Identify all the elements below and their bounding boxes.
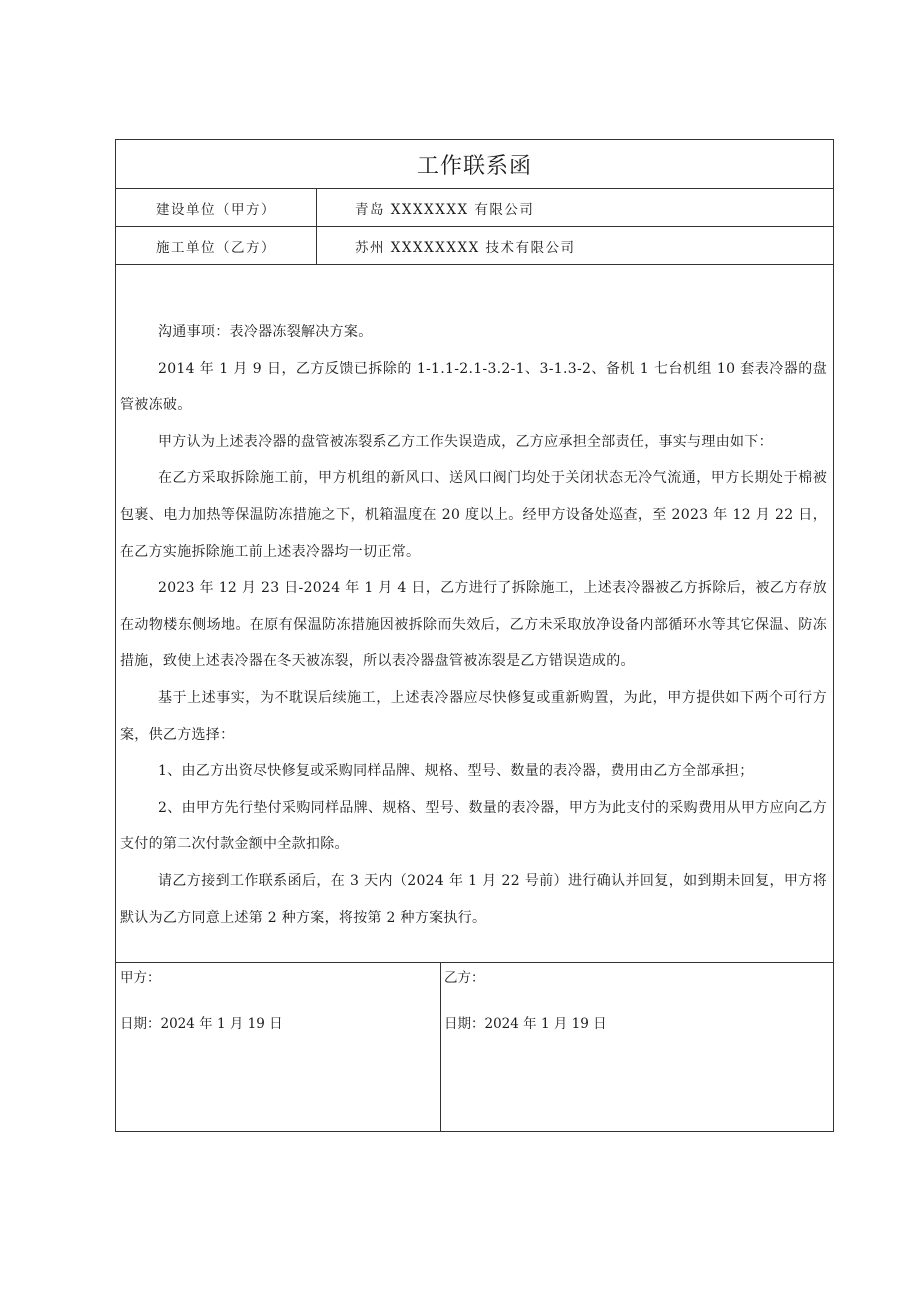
- document-title: 工作联系函: [116, 140, 833, 189]
- owner-row: [116, 189, 833, 227]
- contractor-row: [116, 227, 833, 265]
- contact-letter-form: [115, 139, 834, 1132]
- paragraph: 2014 年 1 月 9 日，乙方反馈已拆除的 1-1.1-2.1-3.2-1、3-1.3-2、备机 1 七台机组 10 套表冷器的盘管被冻破。: [120, 360, 827, 414]
- paragraph: 2023 年 12 月 23 日-2024 年 1 月 4 日，乙方进行了拆除施工，上述表冷器被乙方拆除后，被乙方存放在动物楼东侧场地。在原有保温防冻措施因被拆除而失效后，乙方未采取放净设备内部循环水等其它保温、防冻措施，致使上述表冷器在冬天被冻裂，所以表冷器盘管被冻裂是乙方错误造成的。: [120, 580, 827, 670]
- option-1: 1、由乙方出资尽快修复或采购同样品牌、规格、型号、数量的表冷器，费用由乙方全部承担；: [158, 763, 754, 780]
- owner-value: 青岛 XXXXXXX 有限公司: [355, 201, 535, 218]
- paragraph: 在乙方采取拆除施工前，甲方机组的新风口、送风口阀门均处于关闭状态无冷气流通，甲方长期处于棉被包裹、电力加热等保温防冻措施之下，机箱温度在 20 度以上。经甲方设备处巡查，至 2023 年 12 月 22 日，在乙方实施拆除施工前上述表冷器均一切正常。: [120, 470, 827, 560]
- party-a-label: 甲方：: [120, 970, 161, 986]
- paragraph: 基于上述事实，为不耽误后续施工，上述表冷器应尽快修复或重新购置，为此，甲方提供如下两个可行方案，供乙方选择：: [120, 689, 827, 743]
- party-a-signature: [116, 963, 441, 1131]
- contractor-label: 施工单位（乙方）: [116, 227, 317, 264]
- letter-body: [116, 265, 833, 963]
- party-b-signature: [441, 963, 833, 1131]
- option-2: 2、由甲方先行垫付采购同样品牌、规格、型号、数量的表冷器，甲方为此支付的采购费用从甲方应向乙方支付的第二次付款金额中全款扣除。: [120, 799, 827, 853]
- paragraph: 甲方认为上述表冷器的盘管被冻裂系乙方工作失误造成，乙方应承担全部责任，事实与理由如下：: [158, 433, 773, 450]
- party-b-label: 乙方：: [444, 970, 485, 986]
- paragraph-subject: 沟通事项：表冷器冻裂解决方案。: [158, 324, 373, 340]
- contractor-value: 苏州 XXXXXXXX 技术有限公司: [355, 239, 576, 256]
- paragraph-request: 请乙方接到工作联系函后，在 3 天内（2024 年 1 月 22 号前）进行确认并回复，如到期未回复，甲方将默认为乙方同意上述第 2 种方案，将按第 2 种方案执行。: [120, 872, 827, 926]
- party-b-date: 日期：2024 年 1 月 19 日: [444, 1016, 607, 1032]
- owner-label: 建设单位（甲方）: [116, 189, 317, 226]
- party-a-date: 日期：2024 年 1 月 19 日: [120, 1016, 283, 1032]
- signature-row: [116, 963, 833, 1131]
